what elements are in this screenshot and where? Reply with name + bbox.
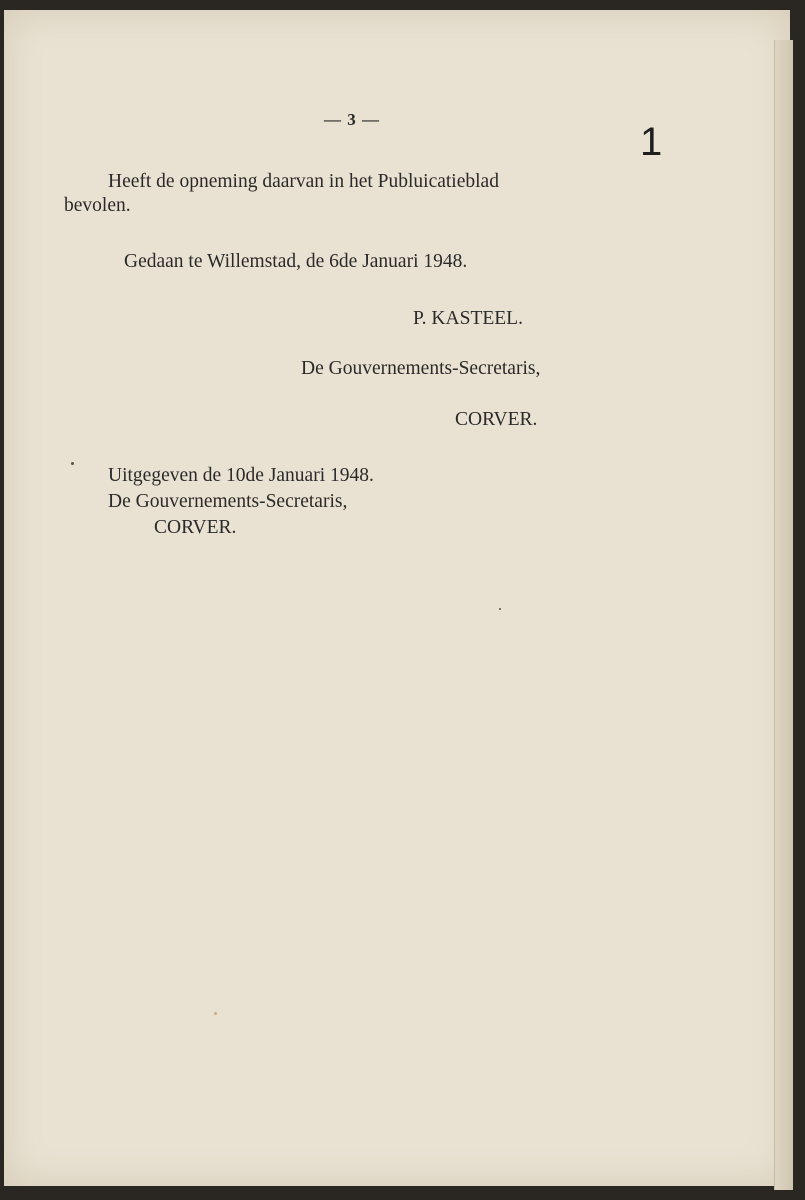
place-date-line: Gedaan te Willemstad, de 6de Januari 1948. [124, 251, 468, 272]
document-page [4, 10, 790, 1186]
signatory-corver-1: CORVER. [455, 409, 538, 430]
issued-line: Uitgegeven de 10de Januari 1948. [108, 465, 374, 486]
ink-speck [71, 462, 74, 465]
signatory-corver-2: CORVER. [154, 517, 237, 538]
ink-speck [214, 1012, 217, 1015]
paragraph-line-2: bevolen. [64, 195, 131, 216]
stamp-number: 1 [640, 120, 663, 164]
role-secretaris-1: De Gouvernements-Secretaris, [301, 358, 541, 379]
show-through-texture [64, 190, 704, 1040]
signatory-kasteel: P. KASTEEL. [413, 308, 523, 329]
page-number: — 3 — [324, 110, 380, 129]
role-secretaris-2: De Gouvernements-Secretaris, [108, 491, 348, 512]
page-edge [774, 40, 793, 1190]
ink-speck [499, 608, 501, 610]
paragraph-line-1: Heeft de opneming daarvan in het Publuicatieblad [108, 171, 499, 192]
